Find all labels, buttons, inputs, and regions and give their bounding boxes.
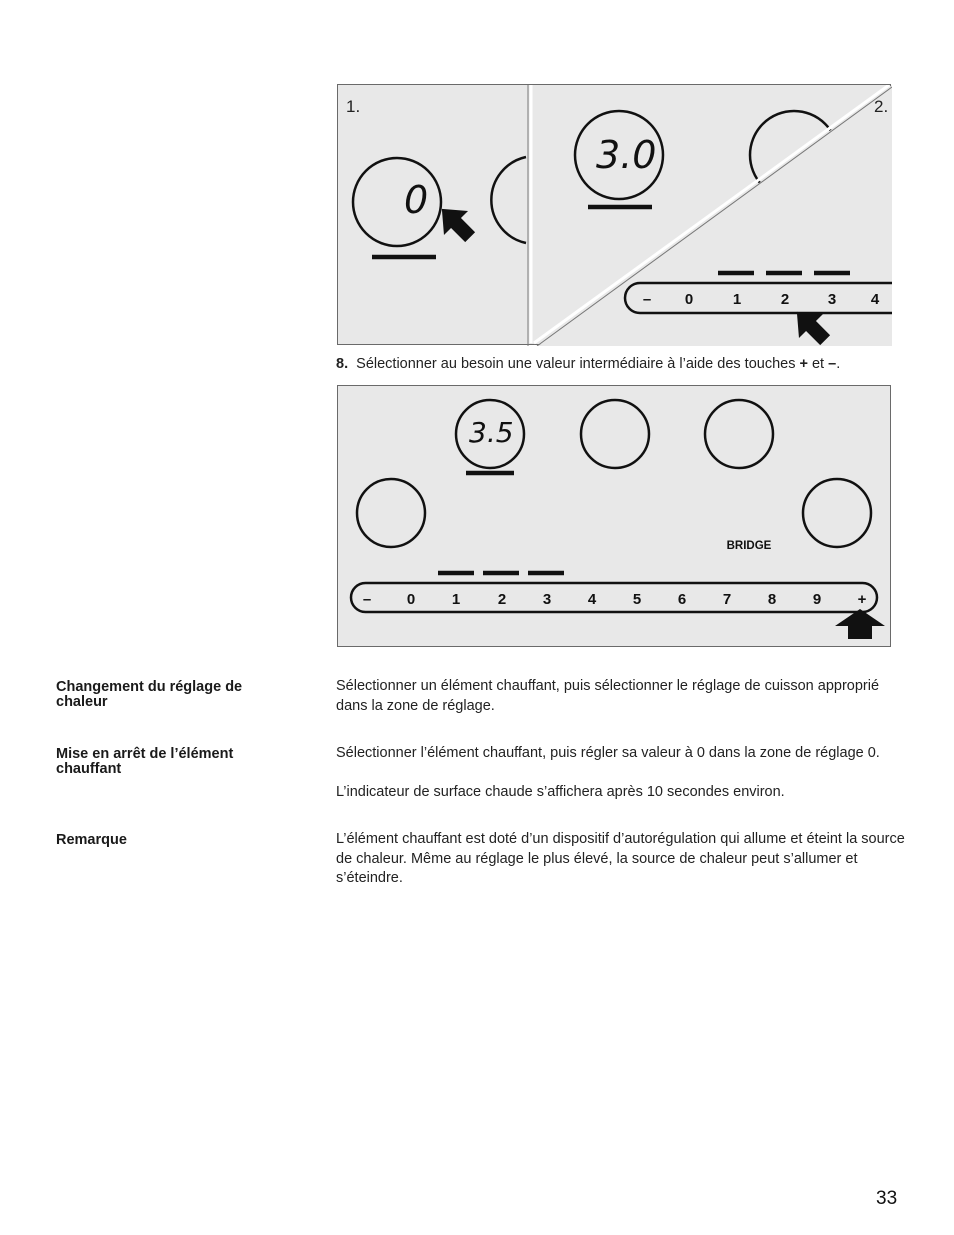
scale-value: – <box>642 291 652 308</box>
step-text-middle: et <box>807 356 829 372</box>
plus-key-label: + <box>799 356 808 372</box>
hob-element-circle <box>357 479 425 547</box>
scale-value: 4 <box>587 591 597 608</box>
control-scale-strip <box>351 583 877 612</box>
scale-value: 1 <box>732 291 742 308</box>
scale-value: – <box>362 591 372 608</box>
arrow-icon <box>430 197 482 249</box>
scale-value: 8 <box>767 591 777 608</box>
scale-value: 6 <box>677 591 687 608</box>
section-label: Remarque <box>56 832 127 848</box>
scale-value: 1 <box>451 591 461 608</box>
section-text: Sélectionner un élément chauffant, puis sélectionner le réglage de cuisson approprié dans la zone de réglage. <box>336 678 880 714</box>
scale-value: 2 <box>780 291 790 308</box>
section-text: L’indicateur de surface chaude s’affichera après 10 secondes environ. <box>336 784 785 800</box>
step-text-end: . <box>836 356 841 372</box>
hob-element-circle <box>581 400 649 468</box>
panel2-label: 2. <box>874 97 889 116</box>
step-caption <box>336 356 840 372</box>
section-label: Changement du réglage de chaleur <box>56 679 243 710</box>
hob-element-circle <box>705 400 773 468</box>
bridge-label: BRIDGE <box>726 540 772 552</box>
scale-value: 9 <box>812 591 822 608</box>
step-number: 8. <box>336 356 349 372</box>
panel1-label: 1. <box>346 97 361 116</box>
section-text: L’élément chauffant est doté d’un dispositif d’autorégulation qui allume et éteint la source de chaleur. Même au réglage le plus élevé, la source de chaleur peut s’allumer et s’éteindre. <box>336 831 905 886</box>
scale-value: 0 <box>406 591 416 608</box>
power-level-display: 3.5 <box>469 416 514 449</box>
control-scale-values <box>363 591 867 608</box>
figure2-drawing <box>338 386 892 648</box>
arrow-up-icon <box>835 609 885 639</box>
hob-element-circle <box>803 479 871 547</box>
section-text: Sélectionner l’élément chauffant, puis régler sa valeur à 0 dans la zone de réglage 0. <box>336 745 880 761</box>
scale-value: + <box>857 591 867 608</box>
scale-value: 5 <box>632 591 642 608</box>
scale-value: 4 <box>870 291 880 308</box>
power-level-display: 3.0 <box>596 133 657 177</box>
hob-element-partial <box>491 157 526 243</box>
section-label: Mise en arrêt de l’élément chauffant <box>56 746 234 777</box>
scale-value: 7 <box>722 591 732 608</box>
scale-value: 3 <box>827 291 837 308</box>
step-text: Sélectionner au besoin une valeur intermédiaire à l’aide des touches <box>356 356 800 372</box>
minus-key-label: – <box>828 356 837 372</box>
scale-value: 2 <box>497 591 507 608</box>
figure-select-heat-setting <box>337 84 891 345</box>
scale-value: 0 <box>684 291 694 308</box>
page-number: 33 <box>876 1188 898 1209</box>
scale-value: 3 <box>542 591 552 608</box>
power-level-display: 0 <box>404 178 429 222</box>
figure-intermediate-value <box>337 385 891 647</box>
